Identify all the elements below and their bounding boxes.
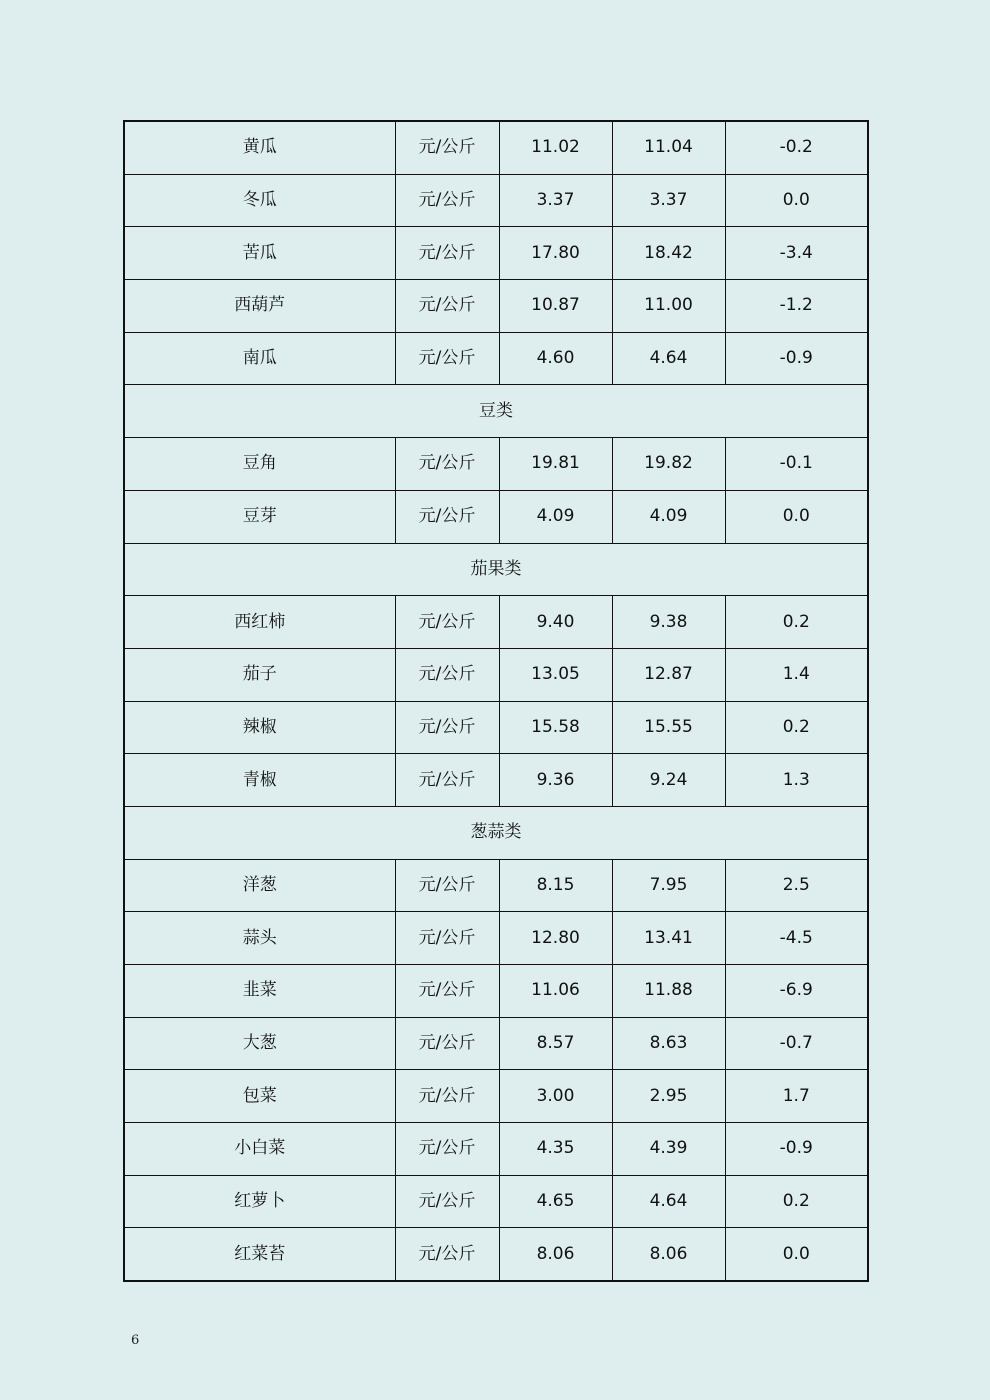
category-row — [124, 806, 868, 859]
product-name-cell: 包菜 — [124, 1070, 395, 1123]
product-name-cell: 豆芽 — [124, 490, 395, 543]
current-price-cell: 11.02 — [499, 121, 612, 174]
previous-price-cell: 3.37 — [612, 174, 725, 227]
table-row — [124, 1123, 868, 1176]
unit-cell: 元/公斤 — [395, 174, 499, 227]
previous-price-cell: 11.04 — [612, 121, 725, 174]
product-name-cell: 冬瓜 — [124, 174, 395, 227]
table-row — [124, 1017, 868, 1070]
table-row — [124, 1228, 868, 1281]
unit-cell: 元/公斤 — [395, 438, 499, 491]
previous-price-cell: 8.63 — [612, 1017, 725, 1070]
change-percent-cell: 2.5 — [725, 859, 868, 912]
change-percent-cell: -0.7 — [725, 1017, 868, 1070]
current-price-cell: 13.05 — [499, 648, 612, 701]
category-label: 豆类 — [124, 385, 868, 438]
table-row — [124, 332, 868, 385]
price-table — [123, 120, 869, 1282]
current-price-cell: 8.06 — [499, 1228, 612, 1281]
unit-cell: 元/公斤 — [395, 859, 499, 912]
unit-cell: 元/公斤 — [395, 596, 499, 649]
product-name-cell: 苦瓜 — [124, 227, 395, 280]
unit-cell: 元/公斤 — [395, 227, 499, 280]
unit-cell: 元/公斤 — [395, 754, 499, 807]
price-table-body — [124, 121, 868, 1281]
current-price-cell: 10.87 — [499, 280, 612, 333]
previous-price-cell: 2.95 — [612, 1070, 725, 1123]
unit-cell: 元/公斤 — [395, 648, 499, 701]
change-percent-cell: 0.2 — [725, 701, 868, 754]
table-row — [124, 438, 868, 491]
table-row — [124, 227, 868, 280]
product-name-cell: 洋葱 — [124, 859, 395, 912]
change-percent-cell: -6.9 — [725, 965, 868, 1018]
current-price-cell: 15.58 — [499, 701, 612, 754]
product-name-cell: 小白菜 — [124, 1123, 395, 1176]
product-name-cell: 大葱 — [124, 1017, 395, 1070]
current-price-cell: 8.15 — [499, 859, 612, 912]
change-percent-cell: 0.2 — [725, 1175, 868, 1228]
previous-price-cell: 4.09 — [612, 490, 725, 543]
table-row — [124, 280, 868, 333]
previous-price-cell: 11.00 — [612, 280, 725, 333]
current-price-cell: 4.65 — [499, 1175, 612, 1228]
table-row — [124, 648, 868, 701]
previous-price-cell: 7.95 — [612, 859, 725, 912]
current-price-cell: 9.40 — [499, 596, 612, 649]
table-row — [124, 174, 868, 227]
change-percent-cell: -1.2 — [725, 280, 868, 333]
table-row — [124, 754, 868, 807]
unit-cell: 元/公斤 — [395, 965, 499, 1018]
product-name-cell: 红萝卜 — [124, 1175, 395, 1228]
change-percent-cell: 1.3 — [725, 754, 868, 807]
product-name-cell: 红菜苔 — [124, 1228, 395, 1281]
category-row — [124, 385, 868, 438]
current-price-cell: 4.60 — [499, 332, 612, 385]
product-name-cell: 黄瓜 — [124, 121, 395, 174]
current-price-cell: 11.06 — [499, 965, 612, 1018]
current-price-cell: 19.81 — [499, 438, 612, 491]
unit-cell: 元/公斤 — [395, 701, 499, 754]
product-name-cell: 青椒 — [124, 754, 395, 807]
previous-price-cell: 19.82 — [612, 438, 725, 491]
unit-cell: 元/公斤 — [395, 490, 499, 543]
previous-price-cell: 12.87 — [612, 648, 725, 701]
unit-cell: 元/公斤 — [395, 912, 499, 965]
product-name-cell: 辣椒 — [124, 701, 395, 754]
change-percent-cell: -0.2 — [725, 121, 868, 174]
previous-price-cell: 4.64 — [612, 1175, 725, 1228]
previous-price-cell: 15.55 — [612, 701, 725, 754]
table-row — [124, 701, 868, 754]
previous-price-cell: 4.39 — [612, 1123, 725, 1176]
unit-cell: 元/公斤 — [395, 332, 499, 385]
product-name-cell: 西红柿 — [124, 596, 395, 649]
current-price-cell: 4.09 — [499, 490, 612, 543]
current-price-cell: 17.80 — [499, 227, 612, 280]
unit-cell: 元/公斤 — [395, 1123, 499, 1176]
current-price-cell: 3.37 — [499, 174, 612, 227]
change-percent-cell: -3.4 — [725, 227, 868, 280]
unit-cell: 元/公斤 — [395, 1228, 499, 1281]
category-label: 茄果类 — [124, 543, 868, 596]
table-row — [124, 121, 868, 174]
current-price-cell: 3.00 — [499, 1070, 612, 1123]
current-price-cell: 12.80 — [499, 912, 612, 965]
table-row — [124, 1175, 868, 1228]
previous-price-cell: 9.38 — [612, 596, 725, 649]
change-percent-cell: 1.4 — [725, 648, 868, 701]
category-row — [124, 543, 868, 596]
product-name-cell: 蒜头 — [124, 912, 395, 965]
previous-price-cell: 8.06 — [612, 1228, 725, 1281]
table-row — [124, 1070, 868, 1123]
product-name-cell: 西葫芦 — [124, 280, 395, 333]
current-price-cell: 9.36 — [499, 754, 612, 807]
table-row — [124, 596, 868, 649]
table-row — [124, 859, 868, 912]
previous-price-cell: 4.64 — [612, 332, 725, 385]
table-row — [124, 490, 868, 543]
page-number: 6 — [131, 1333, 140, 1348]
product-name-cell: 豆角 — [124, 438, 395, 491]
unit-cell: 元/公斤 — [395, 1070, 499, 1123]
change-percent-cell: 0.0 — [725, 174, 868, 227]
previous-price-cell: 13.41 — [612, 912, 725, 965]
current-price-cell: 4.35 — [499, 1123, 612, 1176]
change-percent-cell: -0.1 — [725, 438, 868, 491]
previous-price-cell: 11.88 — [612, 965, 725, 1018]
change-percent-cell: 1.7 — [725, 1070, 868, 1123]
change-percent-cell: -4.5 — [725, 912, 868, 965]
unit-cell: 元/公斤 — [395, 280, 499, 333]
change-percent-cell: -0.9 — [725, 332, 868, 385]
unit-cell: 元/公斤 — [395, 121, 499, 174]
table-row — [124, 965, 868, 1018]
current-price-cell: 8.57 — [499, 1017, 612, 1070]
change-percent-cell: -0.9 — [725, 1123, 868, 1176]
table-row — [124, 912, 868, 965]
change-percent-cell: 0.2 — [725, 596, 868, 649]
product-name-cell: 南瓜 — [124, 332, 395, 385]
product-name-cell: 茄子 — [124, 648, 395, 701]
change-percent-cell: 0.0 — [725, 1228, 868, 1281]
change-percent-cell: 0.0 — [725, 490, 868, 543]
category-label: 葱蒜类 — [124, 806, 868, 859]
unit-cell: 元/公斤 — [395, 1017, 499, 1070]
unit-cell: 元/公斤 — [395, 1175, 499, 1228]
previous-price-cell: 9.24 — [612, 754, 725, 807]
previous-price-cell: 18.42 — [612, 227, 725, 280]
product-name-cell: 韭菜 — [124, 965, 395, 1018]
